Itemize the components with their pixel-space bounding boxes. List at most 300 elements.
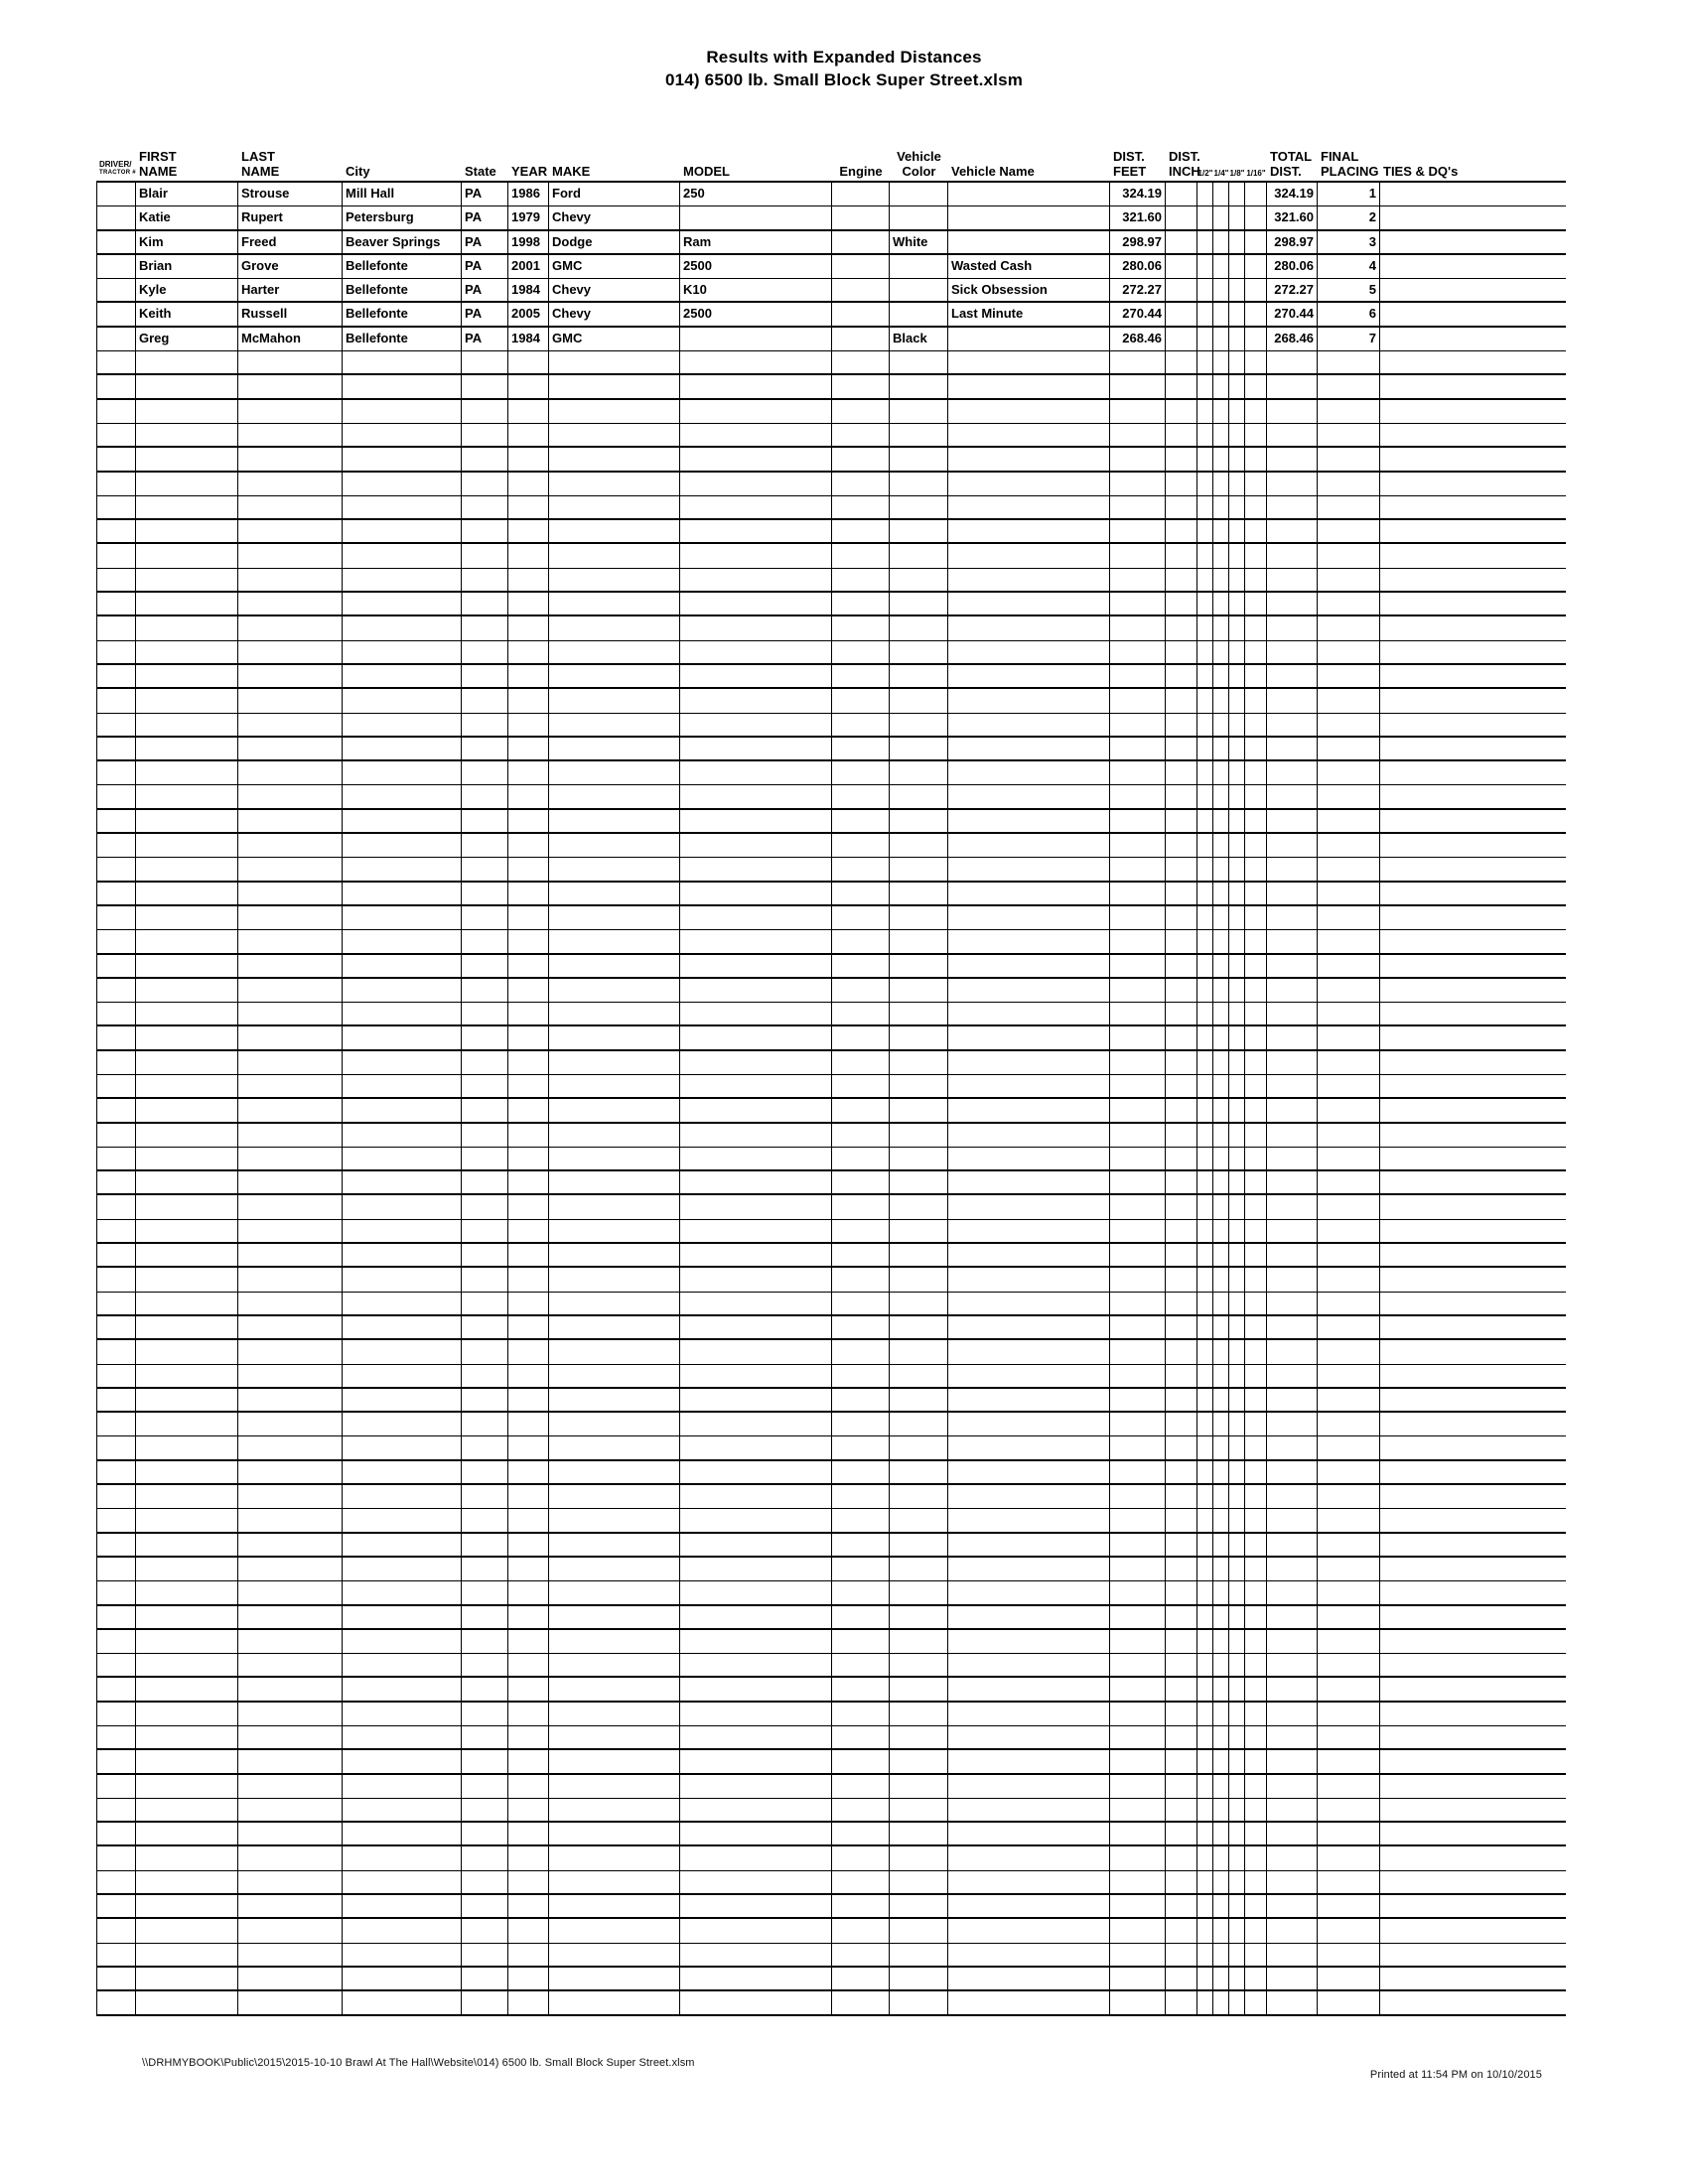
table-row-empty bbox=[96, 520, 1566, 544]
cell-city bbox=[343, 1823, 462, 1844]
cell-last bbox=[238, 593, 343, 614]
cell-city bbox=[343, 448, 462, 470]
cell-year bbox=[508, 473, 549, 495]
cell-placing bbox=[1318, 1195, 1380, 1218]
cell-dfeet bbox=[1110, 1124, 1166, 1147]
cell-city bbox=[343, 714, 462, 736]
cell-f8 bbox=[1229, 1485, 1245, 1508]
cell-make bbox=[549, 785, 680, 807]
cell-dfeet bbox=[1110, 834, 1166, 857]
cell-f16 bbox=[1245, 496, 1267, 518]
cell-f4 bbox=[1213, 1075, 1229, 1097]
cell-ties bbox=[1380, 1268, 1566, 1291]
cell-color bbox=[890, 785, 948, 807]
cell-first bbox=[136, 810, 238, 832]
cell-dinch bbox=[1166, 1268, 1197, 1291]
table-row-empty bbox=[96, 473, 1566, 496]
cell-ties bbox=[1380, 593, 1566, 614]
cell-state bbox=[462, 834, 508, 857]
cell-city bbox=[343, 1703, 462, 1725]
cell-year bbox=[508, 1630, 549, 1653]
cell-f4 bbox=[1213, 883, 1229, 904]
cell-total bbox=[1267, 1871, 1318, 1893]
cell-color bbox=[890, 641, 948, 663]
cell-engine bbox=[832, 1485, 890, 1508]
cell-model bbox=[680, 1846, 832, 1869]
cell-state bbox=[462, 979, 508, 1002]
cell-engine bbox=[832, 1003, 890, 1024]
cell-state bbox=[462, 1244, 508, 1266]
cell-state bbox=[462, 1654, 508, 1676]
cell-state: PA bbox=[462, 303, 508, 325]
cell-ties bbox=[1380, 689, 1566, 712]
cell-f8 bbox=[1229, 231, 1245, 253]
cell-dinch bbox=[1166, 1413, 1197, 1435]
cell-vname bbox=[948, 1436, 1110, 1458]
cell-f2 bbox=[1197, 1436, 1213, 1458]
cell-state bbox=[462, 616, 508, 639]
cell-make bbox=[549, 665, 680, 687]
cell-last bbox=[238, 1968, 343, 1989]
cell-city bbox=[343, 1944, 462, 1966]
table-row-empty bbox=[96, 1340, 1566, 1364]
cell-city bbox=[343, 834, 462, 857]
column-header-line2: PLACING bbox=[1321, 164, 1379, 179]
cell-state bbox=[462, 1823, 508, 1844]
cell-f4 bbox=[1213, 1148, 1229, 1169]
cell-city bbox=[343, 375, 462, 397]
cell-city bbox=[343, 858, 462, 880]
cell-f16 bbox=[1245, 665, 1267, 687]
cell-engine bbox=[832, 1413, 890, 1435]
cell-f16 bbox=[1245, 930, 1267, 952]
cell-year bbox=[508, 1846, 549, 1869]
cell-f2 bbox=[1197, 424, 1213, 446]
cell-first bbox=[136, 424, 238, 446]
cell-state bbox=[462, 520, 508, 542]
cell-year bbox=[508, 1244, 549, 1266]
cell-year bbox=[508, 1871, 549, 1893]
cell-engine bbox=[832, 1316, 890, 1338]
cell-color bbox=[890, 1099, 948, 1121]
column-header-city bbox=[343, 164, 462, 181]
cell-f16 bbox=[1245, 303, 1267, 325]
cell-last bbox=[238, 1099, 343, 1121]
cell-model bbox=[680, 206, 832, 228]
cell-dfeet bbox=[1110, 883, 1166, 904]
cell-year bbox=[508, 1051, 549, 1074]
cell-f16 bbox=[1245, 1244, 1267, 1266]
cell-state: PA bbox=[462, 279, 508, 301]
cell-placing bbox=[1318, 351, 1380, 373]
cell-vname bbox=[948, 473, 1110, 495]
cell-total bbox=[1267, 473, 1318, 495]
cell-driver bbox=[96, 1340, 136, 1363]
cell-f16 bbox=[1245, 1461, 1267, 1483]
cell-total bbox=[1267, 593, 1318, 614]
cell-total bbox=[1267, 1026, 1318, 1048]
cell-make bbox=[549, 593, 680, 614]
cell-make bbox=[549, 1750, 680, 1772]
cell-last bbox=[238, 1075, 343, 1097]
cell-color: White bbox=[890, 231, 948, 253]
cell-f16 bbox=[1245, 1389, 1267, 1411]
cell-dinch bbox=[1166, 1195, 1197, 1218]
table-row bbox=[96, 328, 1566, 351]
cell-dfeet bbox=[1110, 616, 1166, 639]
cell-model bbox=[680, 1220, 832, 1242]
cell-color bbox=[890, 1630, 948, 1653]
cell-total bbox=[1267, 448, 1318, 470]
cell-make bbox=[549, 714, 680, 736]
cell-f4 bbox=[1213, 1365, 1229, 1387]
cell-f2 bbox=[1197, 520, 1213, 542]
cell-make bbox=[549, 1991, 680, 2013]
cell-f4 bbox=[1213, 1534, 1229, 1556]
cell-total bbox=[1267, 351, 1318, 373]
cell-placing bbox=[1318, 496, 1380, 518]
cell-dinch bbox=[1166, 714, 1197, 736]
cell-placing bbox=[1318, 738, 1380, 759]
cell-model bbox=[680, 1799, 832, 1821]
cell-model bbox=[680, 955, 832, 977]
cell-vname bbox=[948, 1678, 1110, 1700]
cell-make: GMC bbox=[549, 255, 680, 278]
cell-f16 bbox=[1245, 1581, 1267, 1603]
cell-state bbox=[462, 1871, 508, 1893]
cell-model bbox=[680, 1148, 832, 1169]
cell-f8 bbox=[1229, 1630, 1245, 1653]
cell-engine bbox=[832, 1799, 890, 1821]
cell-total bbox=[1267, 665, 1318, 687]
cell-first bbox=[136, 1124, 238, 1147]
cell-vname bbox=[948, 689, 1110, 712]
cell-f8 bbox=[1229, 641, 1245, 663]
column-header-line2: FEET bbox=[1113, 164, 1147, 179]
cell-dinch bbox=[1166, 858, 1197, 880]
cell-driver bbox=[96, 810, 136, 832]
cell-total bbox=[1267, 1846, 1318, 1869]
cell-ties bbox=[1380, 1340, 1566, 1363]
cell-make bbox=[549, 1220, 680, 1242]
cell-make bbox=[549, 1244, 680, 1266]
cell-dinch bbox=[1166, 1846, 1197, 1869]
cell-driver bbox=[96, 1413, 136, 1435]
cell-f2 bbox=[1197, 1316, 1213, 1338]
column-header-state bbox=[462, 164, 508, 181]
cell-first bbox=[136, 1099, 238, 1121]
cell-total bbox=[1267, 1075, 1318, 1097]
cell-last bbox=[238, 1678, 343, 1700]
cell-total bbox=[1267, 1389, 1318, 1411]
column-header-dfeet bbox=[1110, 149, 1166, 181]
cell-f2 bbox=[1197, 1678, 1213, 1700]
cell-f4 bbox=[1213, 1316, 1229, 1338]
cell-last bbox=[238, 1846, 343, 1869]
cell-ties bbox=[1380, 906, 1566, 929]
cell-last bbox=[238, 375, 343, 397]
cell-dinch bbox=[1166, 593, 1197, 614]
cell-year: 1984 bbox=[508, 328, 549, 350]
cell-engine bbox=[832, 1148, 890, 1169]
cell-model bbox=[680, 1485, 832, 1508]
cell-color bbox=[890, 1558, 948, 1580]
cell-dfeet: 280.06 bbox=[1110, 255, 1166, 278]
table-row-empty bbox=[96, 1775, 1566, 1799]
cell-last bbox=[238, 1389, 343, 1411]
cell-f4 bbox=[1213, 1750, 1229, 1772]
cell-model bbox=[680, 1654, 832, 1676]
cell-ties bbox=[1380, 714, 1566, 736]
column-header-color bbox=[890, 149, 948, 181]
cell-city bbox=[343, 1436, 462, 1458]
cell-total bbox=[1267, 834, 1318, 857]
cell-dfeet: 298.97 bbox=[1110, 231, 1166, 253]
cell-city bbox=[343, 1051, 462, 1074]
cell-ties bbox=[1380, 569, 1566, 591]
cell-city bbox=[343, 1413, 462, 1435]
cell-first bbox=[136, 544, 238, 567]
cell-total bbox=[1267, 400, 1318, 423]
cell-make: Ford bbox=[549, 183, 680, 205]
cell-vname bbox=[948, 1026, 1110, 1048]
cell-engine bbox=[832, 858, 890, 880]
cell-last bbox=[238, 496, 343, 518]
cell-placing: 1 bbox=[1318, 183, 1380, 205]
cell-f16 bbox=[1245, 1750, 1267, 1772]
cell-ties bbox=[1380, 279, 1566, 301]
cell-year bbox=[508, 834, 549, 857]
cell-year bbox=[508, 1171, 549, 1193]
column-header-f16 bbox=[1245, 169, 1267, 181]
cell-color bbox=[890, 1823, 948, 1844]
cell-placing bbox=[1318, 930, 1380, 952]
cell-dinch bbox=[1166, 183, 1197, 205]
cell-ties bbox=[1380, 1124, 1566, 1147]
cell-first bbox=[136, 834, 238, 857]
cell-ties bbox=[1380, 1485, 1566, 1508]
cell-driver bbox=[96, 1968, 136, 1989]
cell-f4 bbox=[1213, 1220, 1229, 1242]
cell-city bbox=[343, 1195, 462, 1218]
cell-ties bbox=[1380, 785, 1566, 807]
cell-first bbox=[136, 1195, 238, 1218]
cell-driver bbox=[96, 834, 136, 857]
cell-f4 bbox=[1213, 375, 1229, 397]
table-row-empty bbox=[96, 1944, 1566, 1968]
cell-year bbox=[508, 1534, 549, 1556]
cell-first bbox=[136, 1461, 238, 1483]
cell-engine bbox=[832, 665, 890, 687]
cell-ties bbox=[1380, 375, 1566, 397]
cell-f8 bbox=[1229, 206, 1245, 228]
cell-f2 bbox=[1197, 1244, 1213, 1266]
cell-year bbox=[508, 1220, 549, 1242]
table-row-empty bbox=[96, 1799, 1566, 1823]
cell-model bbox=[680, 1991, 832, 2013]
cell-dfeet bbox=[1110, 1991, 1166, 2013]
cell-ties bbox=[1380, 761, 1566, 784]
cell-ties bbox=[1380, 1558, 1566, 1580]
cell-engine bbox=[832, 351, 890, 373]
cell-engine bbox=[832, 1195, 890, 1218]
cell-f8 bbox=[1229, 1534, 1245, 1556]
cell-last bbox=[238, 1365, 343, 1387]
cell-f16 bbox=[1245, 569, 1267, 591]
cell-color bbox=[890, 351, 948, 373]
cell-state bbox=[462, 1051, 508, 1074]
cell-vname bbox=[948, 1051, 1110, 1074]
cell-state bbox=[462, 1436, 508, 1458]
cell-driver bbox=[96, 1003, 136, 1024]
cell-model bbox=[680, 351, 832, 373]
cell-vname bbox=[948, 1413, 1110, 1435]
cell-model bbox=[680, 1051, 832, 1074]
cell-f16 bbox=[1245, 1991, 1267, 2013]
cell-first bbox=[136, 858, 238, 880]
cell-color bbox=[890, 1003, 948, 1024]
cell-year bbox=[508, 785, 549, 807]
cell-vname bbox=[948, 1823, 1110, 1844]
cell-f8 bbox=[1229, 1750, 1245, 1772]
cell-driver bbox=[96, 761, 136, 784]
cell-first bbox=[136, 593, 238, 614]
cell-state bbox=[462, 689, 508, 712]
cell-make: Chevy bbox=[549, 206, 680, 228]
cell-placing bbox=[1318, 1534, 1380, 1556]
cell-f4 bbox=[1213, 641, 1229, 663]
page-subtitle: 014) 6500 lb. Small Block Super Street.xlsm bbox=[664, 70, 1024, 89]
cell-f2 bbox=[1197, 593, 1213, 614]
cell-f2 bbox=[1197, 496, 1213, 518]
cell-model bbox=[680, 448, 832, 470]
cell-dfeet bbox=[1110, 1703, 1166, 1725]
column-header-f8 bbox=[1229, 169, 1245, 181]
cell-city bbox=[343, 1991, 462, 2013]
cell-dfeet bbox=[1110, 1654, 1166, 1676]
cell-dfeet: 270.44 bbox=[1110, 303, 1166, 325]
cell-f2 bbox=[1197, 183, 1213, 205]
cell-engine bbox=[832, 328, 890, 350]
cell-year: 2001 bbox=[508, 255, 549, 278]
cell-state bbox=[462, 1775, 508, 1798]
cell-state bbox=[462, 1630, 508, 1653]
cell-first bbox=[136, 1968, 238, 1989]
cell-total bbox=[1267, 616, 1318, 639]
cell-driver bbox=[96, 279, 136, 301]
table-row-empty bbox=[96, 1075, 1566, 1099]
cell-last bbox=[238, 1630, 343, 1653]
table-row-empty bbox=[96, 858, 1566, 882]
cell-year bbox=[508, 761, 549, 784]
cell-vname bbox=[948, 1148, 1110, 1169]
cell-dfeet bbox=[1110, 424, 1166, 446]
cell-color bbox=[890, 400, 948, 423]
cell-year: 2005 bbox=[508, 303, 549, 325]
cell-last bbox=[238, 1293, 343, 1314]
cell-engine bbox=[832, 1365, 890, 1387]
cell-f8 bbox=[1229, 473, 1245, 495]
cell-f4 bbox=[1213, 1654, 1229, 1676]
cell-year bbox=[508, 1099, 549, 1121]
cell-color bbox=[890, 1268, 948, 1291]
cell-f8 bbox=[1229, 1919, 1245, 1942]
cell-placing bbox=[1318, 1413, 1380, 1435]
cell-driver bbox=[96, 1919, 136, 1942]
cell-year bbox=[508, 1268, 549, 1291]
cell-model bbox=[680, 569, 832, 591]
cell-vname bbox=[948, 375, 1110, 397]
cell-dinch bbox=[1166, 1148, 1197, 1169]
cell-driver bbox=[96, 1630, 136, 1653]
cell-color bbox=[890, 593, 948, 614]
cell-placing bbox=[1318, 955, 1380, 977]
cell-make bbox=[549, 520, 680, 542]
column-header-line1: TOTAL bbox=[1270, 149, 1313, 164]
cell-color bbox=[890, 834, 948, 857]
cell-f2 bbox=[1197, 785, 1213, 807]
cell-state bbox=[462, 761, 508, 784]
cell-last bbox=[238, 1558, 343, 1580]
cell-dfeet bbox=[1110, 1968, 1166, 1989]
cell-last bbox=[238, 1775, 343, 1798]
cell-make bbox=[549, 1703, 680, 1725]
cell-model: K10 bbox=[680, 279, 832, 301]
cell-ties bbox=[1380, 206, 1566, 228]
cell-ties bbox=[1380, 1944, 1566, 1966]
cell-ties bbox=[1380, 930, 1566, 952]
cell-f8 bbox=[1229, 616, 1245, 639]
cell-city bbox=[343, 689, 462, 712]
column-header-line2: NAME bbox=[139, 164, 178, 179]
cell-year bbox=[508, 1799, 549, 1821]
cell-state bbox=[462, 1413, 508, 1435]
cell-city bbox=[343, 810, 462, 832]
cell-city bbox=[343, 616, 462, 639]
cell-engine bbox=[832, 1389, 890, 1411]
cell-first bbox=[136, 1051, 238, 1074]
cell-state bbox=[462, 930, 508, 952]
cell-engine bbox=[832, 424, 890, 446]
cell-f2 bbox=[1197, 1630, 1213, 1653]
cell-color bbox=[890, 858, 948, 880]
table-row bbox=[96, 231, 1566, 255]
cell-dinch bbox=[1166, 1316, 1197, 1338]
cell-total: 280.06 bbox=[1267, 255, 1318, 278]
cell-color bbox=[890, 544, 948, 567]
cell-total bbox=[1267, 1293, 1318, 1314]
cell-engine bbox=[832, 183, 890, 205]
cell-dinch bbox=[1166, 351, 1197, 373]
cell-city bbox=[343, 1509, 462, 1531]
cell-city bbox=[343, 1558, 462, 1580]
cell-first bbox=[136, 496, 238, 518]
cell-year bbox=[508, 1606, 549, 1628]
cell-make bbox=[549, 1148, 680, 1169]
cell-total bbox=[1267, 1678, 1318, 1700]
cell-total bbox=[1267, 569, 1318, 591]
cell-f8 bbox=[1229, 1099, 1245, 1121]
cell-engine bbox=[832, 1678, 890, 1700]
table-row-empty bbox=[96, 665, 1566, 689]
cell-placing bbox=[1318, 1075, 1380, 1097]
cell-model bbox=[680, 1389, 832, 1411]
cell-first bbox=[136, 1799, 238, 1821]
cell-model bbox=[680, 1316, 832, 1338]
cell-year bbox=[508, 1436, 549, 1458]
cell-total bbox=[1267, 1799, 1318, 1821]
table-row-empty bbox=[96, 1461, 1566, 1485]
